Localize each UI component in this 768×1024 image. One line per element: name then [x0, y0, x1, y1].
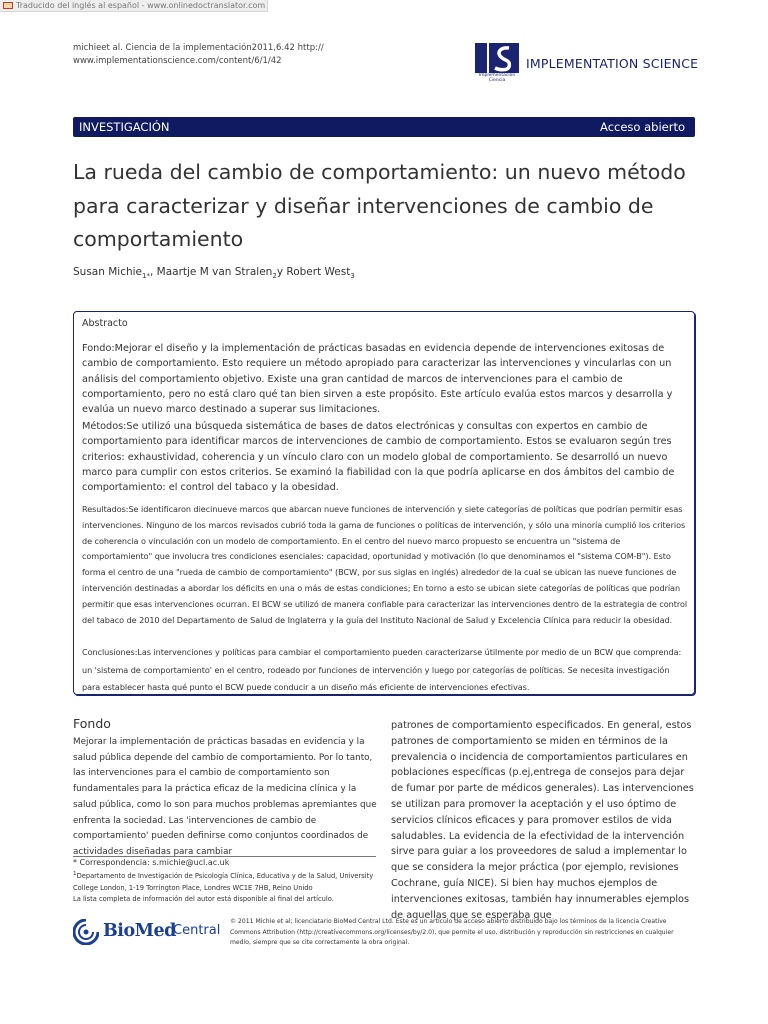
- section-heading: Fondo: [73, 716, 111, 731]
- license-notice: © 2011 Michie et al; licenciatario BioMed Central Ltd. Este es un artículo de acceso abierto distribuido bajo los términos de la licencia Creative Commons Attribution (http://creativecommons.org/licenses/by/2.0), que permite el uso, distribución y reproducción sin restricciones en cualquier medio, siempre que se cite correctamente la obra original.: [230, 918, 674, 946]
- footnotes: [73, 857, 379, 906]
- journal-logo-small-text: Implementación Ciencia: [478, 73, 516, 83]
- citation-line-1: michieet al. Ciencia de la implementación2011,6.42 http://: [73, 43, 324, 53]
- body-text-left-column: Mejorar la implementación de prácticas basadas en evidencia y la salud pública depende del cambio de comportamiento. Por lo tanto, las intervenciones para el cambio de comportamiento son fundamentales para la práctica eficaz de la medicina clínica y la salud pública, como lo son para muchos problemas apremiantes que enfrenta la sociedad. Las 'intervenciones de cambio de comportamiento' pueden definirse como conjuntos coordinados de actividades diseñadas para cambiar: [73, 737, 377, 857]
- body-text-right-column: patrones de comportamiento especificados. En general, estos patrones de comportamiento se miden en términos de la prevalencia o incidencia de comportamientos particulares en poblaciones específicas (p.ej,entrega de consejos para dejar de fumar por parte de médicos generales). Las intervenciones se utilizan para promover la aceptación y el uso óptimo de servicios clínicos eficaces y para promover estilos de vida saludables. La evidencia de la efectividad de la intervención sirve para guiar a los proveedores de salud a implementar lo que se considera la mejor práctica (por ejemplo, revisiones Cochrane, guía NICE). Si bien hay muchos ejemplos de intervenciones exitosas, también hay innumerables ejemplos de aquellas que se esperaba que: [391, 720, 694, 921]
- author-list: Susan Michie$_{1*}$, Maartje M van Stralen$_2$y Robert West$_3$: [73, 266, 355, 281]
- author-name[interactable]: Maartje M van Stralen: [156, 266, 273, 278]
- abstract-methods: Métodos:Se utilizó una búsqueda sistemática de bases de datos electrónicas y consultas con expertos en cambio de comportamiento para identificar marcos de intervenciones de cambio de comportamiento. Estos se evaluaron según tres criterios: exhaustividad, coherencia y un vínculo claro con un modelo global de comportamiento. Se desarrolló un nuevo marco para cumplir con estos criterios. Se examinó la fiabilidad con la que podría aplicarse en dos ámbitos del cambio de comportamiento: el control del tabaco y la obesidad.: [82, 421, 675, 494]
- author-affiliation-marker: 1*: [142, 272, 150, 281]
- journal-logo: [475, 43, 705, 88]
- abstract-box: [73, 311, 695, 695]
- translator-banner-text: Traducido del inglés al español - www.onlinedoctranslator.com: [16, 1, 266, 10]
- affiliation: $^1$Departamento de Investigación de Psicología Clínica, Educativa y de la Salud, University College London, 1-19 Torrington Place, Londres WC1E 7HB, Reino Unido: [73, 870, 374, 892]
- abstract-results: Resultados:Se identificaron diecinueve marcos que abarcan nueve funciones de intervención y siete categorías de políticas que podrían permitir esas intervenciones. Ninguno de los marcos revisados cubrió toda la gama de funciones o políticas de intervención, y sólo una minoría cumplió los criterios de coherencia o vinculación con un modelo de comportamiento. En el centro del nuevo marco propuesto se encuentra un "sistema de comportamiento" que involucra tres condiciones esenciales: capacidad, oportunidad y motivación (lo que denominamos el "sistema COM-B"). Esto forma el centro de una "rueda de cambio de comportamiento" (BCW, por sus siglas en inglés) alrededor de la cual se ubican las nueve funciones de intervención destinadas a abordar los déficits en una o más de estas condiciones; En torno a esto se ubican siete categorías de políticas que podrían permitir que esas intervenciones ocurran. El BCW se utilizó de manera confiable para caracterizar las intervenciones dentro de la estrategia de control del tabaco de 2010 del Departamento de Salud de Inglaterra y la guía del Instituto Nacional de Salud y Excelencia Clínica para reducir la obesidad.: [82, 504, 688, 625]
- biomed-wordmark: BioMed: [103, 921, 176, 941]
- article-title: La rueda del cambio de comportamiento: un nuevo método para caracterizar y diseñar intervenciones de cambio de comportamiento: [73, 160, 686, 251]
- open-access-label: Acceso abierto: [600, 120, 685, 134]
- author-name[interactable]: Robert West: [286, 266, 351, 278]
- abstract-conclusions: Conclusiones:Las intervenciones y políticas para cambiar el comportamiento pueden caracterizarse útilmente por medio de un BCW que comprenda: un 'sistema de comportamiento' en el centro, rodeado por funciones de intervención y luego por categorías de políticas. Se necesita investigación para establecer hasta qué punto el BCW puede conducir a un diseño más eficiente de intervenciones efectivas.: [82, 647, 682, 692]
- implementation-science-logo-icon: [475, 43, 519, 73]
- biomed-central-logo[interactable]: [73, 917, 223, 949]
- correspondence-email[interactable]: * Correspondencia: s.michie@ucl.ac.uk: [73, 858, 230, 867]
- author-affiliation-marker: 3: [350, 272, 355, 281]
- section-bar: [73, 117, 695, 137]
- translator-banner[interactable]: [0, 0, 268, 12]
- citation-url[interactable]: www.implementationscience.com/content/6/1/42: [73, 56, 282, 66]
- article-type-label: INVESTIGACIÓN: [79, 120, 170, 134]
- author-info-note: La lista completa de información del autor está disponible al final del artículo.: [73, 895, 334, 904]
- translator-icon: [3, 2, 13, 9]
- biomed-central-logo-icon: [73, 919, 99, 945]
- citation: [73, 42, 373, 68]
- central-wordmark: Central: [173, 923, 221, 938]
- abstract-background: Fondo:Mejorar el diseño y la implementación de prácticas basadas en evidencia depende de intervenciones exitosas de cambio de comportamiento. Esto requiere un método apropiado para caracterizar las intervenciones y vincularlas con un análisis del comportamiento objetivo. Existe una gran cantidad de marcos de intervenciones para el cambio de comportamiento, pero no está claro qué tan bien sirven a este propósito. Este artículo evalúa estos marcos y desarrolla y evalúa un nuevo marco destinado a superar sus limitaciones.: [82, 343, 673, 416]
- author-name[interactable]: Susan Michie: [73, 266, 142, 278]
- author-affiliation-marker: 2: [272, 272, 277, 281]
- abstract-heading: Abstracto: [82, 318, 128, 329]
- journal-name: IMPLEMENTATION SCIENCE: [526, 56, 699, 71]
